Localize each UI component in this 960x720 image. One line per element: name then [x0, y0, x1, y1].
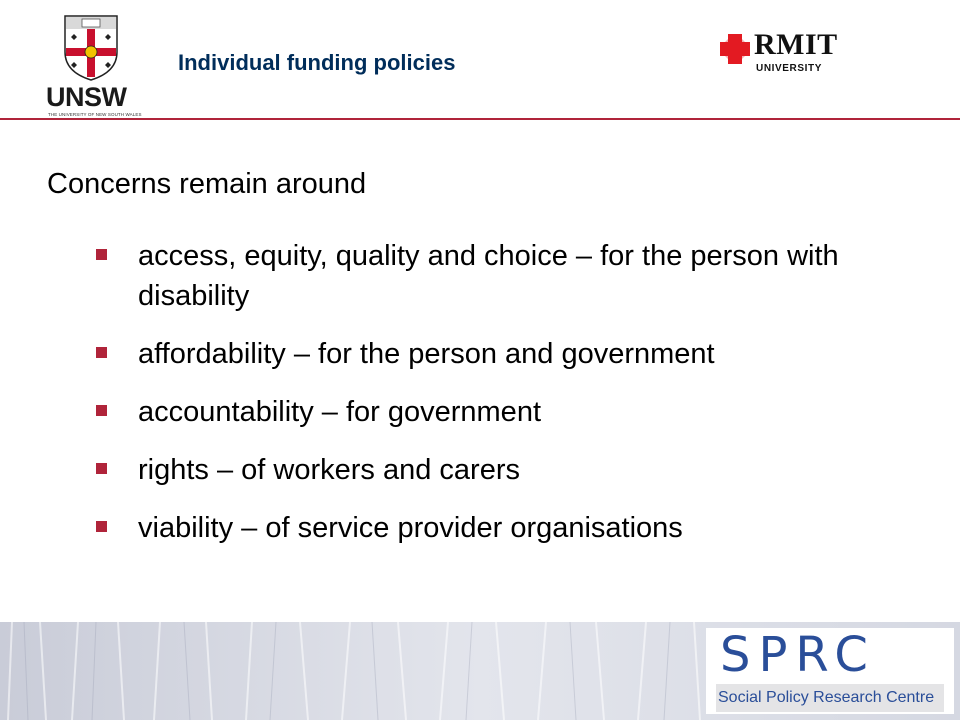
- sprc-logo: [706, 628, 954, 714]
- sprc-wordmark: SPRC: [720, 627, 876, 683]
- square-bullet-icon: [96, 249, 107, 260]
- unsw-logo: [42, 14, 144, 116]
- slide-title: Individual funding policies: [178, 50, 456, 75]
- square-bullet-icon: [96, 521, 107, 532]
- bullet-item: [92, 334, 912, 374]
- bullet-list: [92, 236, 912, 566]
- unsw-crest-icon: [62, 14, 120, 82]
- sprc-subtitle: Social Policy Research Centre: [718, 689, 935, 706]
- unsw-tagline: THE UNIVERSITY OF NEW SOUTH WALES: [48, 112, 142, 117]
- rmit-wordmark: RMIT: [754, 28, 838, 61]
- bullet-item: [92, 450, 912, 490]
- header-divider: [0, 118, 960, 120]
- bullet-item: [92, 236, 912, 316]
- bullet-text: rights – of workers and carers: [138, 454, 520, 486]
- intro-text: Concerns remain around: [47, 168, 367, 200]
- bullet-text: viability – of service provider organisations: [138, 512, 683, 544]
- square-bullet-icon: [96, 347, 107, 358]
- unsw-wordmark: UNSW: [46, 82, 127, 112]
- bullet-item: [92, 392, 912, 432]
- bullet-text: access, equity, quality and choice – for the person with disability: [138, 240, 839, 312]
- bullet-text: accountability – for government: [138, 396, 541, 428]
- bullet-item: [92, 508, 912, 548]
- square-bullet-icon: [96, 405, 107, 416]
- square-bullet-icon: [96, 463, 107, 474]
- rmit-subtitle: UNIVERSITY: [756, 63, 823, 74]
- rmit-logo: [720, 30, 850, 80]
- rmit-mark-icon: [720, 34, 750, 64]
- bullet-text: affordability – for the person and government: [138, 338, 715, 370]
